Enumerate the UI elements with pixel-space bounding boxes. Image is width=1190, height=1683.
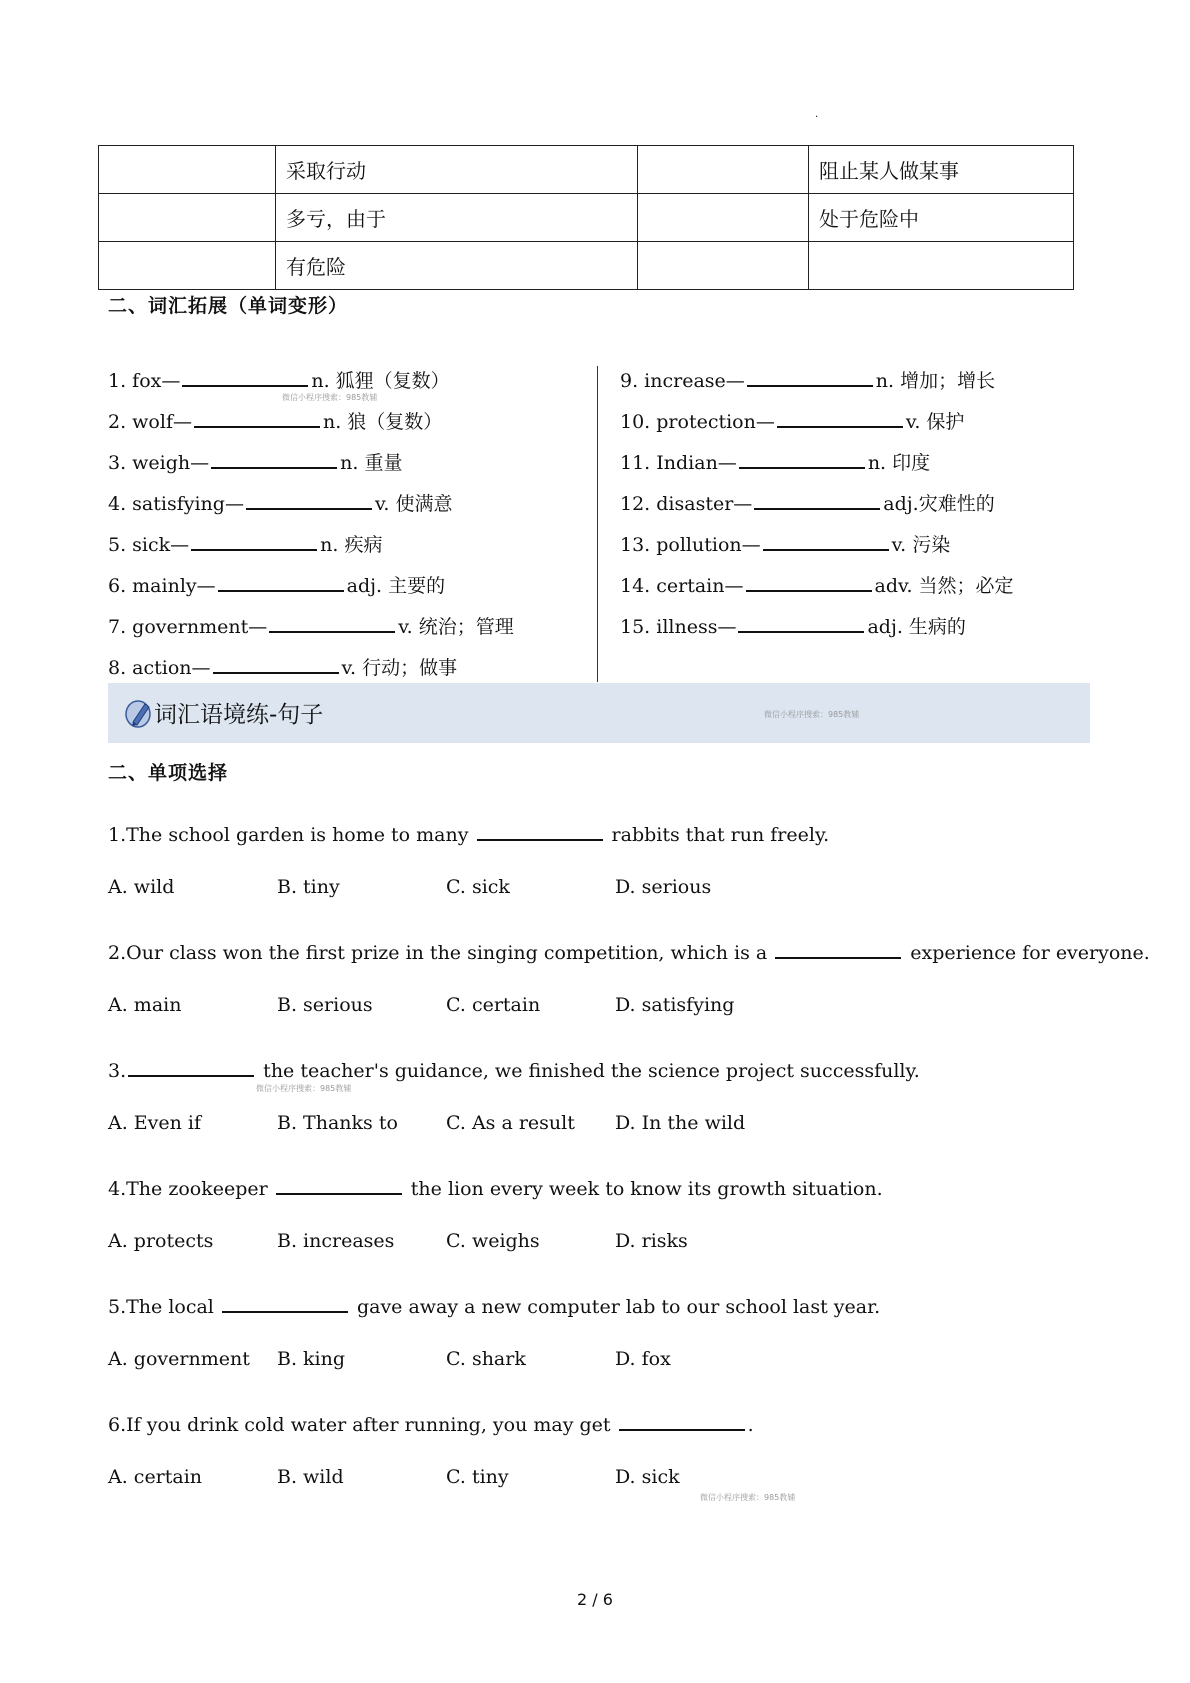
option-d[interactable]: D. sick <box>615 1466 680 1488</box>
answer-blank[interactable] <box>747 363 873 387</box>
answer-blank[interactable] <box>777 404 903 428</box>
table-cell <box>638 146 809 194</box>
answer-blank[interactable] <box>738 609 864 633</box>
table-row <box>99 194 1074 242</box>
word-form-item: 11. Indian— n. 印度 <box>620 445 1014 486</box>
question-2: 2.Our class won the first prize in the singing competition, which is a experience for everyone. <box>108 935 1150 964</box>
word-form-item: 7. government— v. 统治；管理 <box>108 609 514 650</box>
word-form-item: 15. illness— adj. 生病的 <box>620 609 1014 650</box>
option-c[interactable]: C. certain <box>446 994 541 1016</box>
option-b[interactable]: B. wild <box>277 1466 344 1488</box>
option-c[interactable]: C. tiny <box>446 1466 509 1488</box>
option-a[interactable]: A. wild <box>108 876 175 898</box>
table-cell: 处于危险中 <box>809 194 1074 242</box>
option-b[interactable]: B. king <box>277 1348 346 1370</box>
word-forms-left-column <box>108 363 514 691</box>
option-c[interactable]: C. sick <box>446 876 510 898</box>
option-b[interactable]: B. Thanks to <box>277 1112 398 1134</box>
section-heading-single-choice: 二、单项选择 <box>108 762 229 784</box>
option-a[interactable]: A. certain <box>108 1466 203 1488</box>
answer-blank[interactable] <box>754 486 880 510</box>
question-5: 5.The local gave away a new computer lab to our school last year. <box>108 1289 880 1318</box>
answer-blank[interactable] <box>775 935 901 959</box>
option-d[interactable]: D. risks <box>615 1230 688 1252</box>
table-cell: 有危险 <box>276 242 638 290</box>
answer-blank[interactable] <box>191 527 317 551</box>
word-forms-right-column <box>620 363 1014 650</box>
table-cell: 多亏，由于 <box>276 194 638 242</box>
table-cell <box>99 194 276 242</box>
answer-blank[interactable] <box>182 363 308 387</box>
watermark-text: 微信小程序搜索：985教辅 <box>256 1084 352 1093</box>
option-b[interactable]: B. serious <box>277 994 373 1016</box>
table-cell <box>99 146 276 194</box>
section-banner <box>108 683 1090 743</box>
dot-mark: · <box>815 112 819 123</box>
watermark-text: 微信小程序搜索：985教辅 <box>282 393 378 402</box>
vocab-table <box>98 145 1074 290</box>
page-number: 2 / 6 <box>577 1590 613 1609</box>
word-form-item: 3. weigh— n. 重量 <box>108 445 514 486</box>
question-4: 4.The zookeeper the lion every week to know its growth situation. <box>108 1171 883 1200</box>
section-heading-word-forms: 二、词汇拓展（单词变形） <box>108 295 349 317</box>
word-form-item: 1. fox— n. 狐狸（复数） <box>108 363 514 404</box>
word-form-item: 4. satisfying— v. 使满意 <box>108 486 514 527</box>
table-cell <box>638 242 809 290</box>
option-c[interactable]: C. weighs <box>446 1230 540 1252</box>
answer-blank[interactable] <box>763 527 889 551</box>
word-form-item: 2. wolf— n. 狼（复数） <box>108 404 514 445</box>
answer-blank[interactable] <box>619 1407 745 1431</box>
option-d[interactable]: D. fox <box>615 1348 671 1370</box>
question-1: 1.The school garden is home to many rabbits that run freely. <box>108 817 829 846</box>
table-cell: 采取行动 <box>276 146 638 194</box>
watermark-text: 微信小程序搜索：985教辅 <box>700 1493 796 1502</box>
banner-title: 词汇语境练-句子 <box>154 702 324 728</box>
word-form-item: 5. sick— n. 疾病 <box>108 527 514 568</box>
word-form-item: 10. protection— v. 保护 <box>620 404 1014 445</box>
option-b[interactable]: B. tiny <box>277 876 340 898</box>
answer-blank[interactable] <box>246 486 372 510</box>
option-d[interactable]: D. satisfying <box>615 994 735 1016</box>
word-form-item: 9. increase— n. 增加；增长 <box>620 363 1014 404</box>
word-form-item: 14. certain— adv. 当然；必定 <box>620 568 1014 609</box>
option-c[interactable]: C. shark <box>446 1348 526 1370</box>
table-cell <box>638 194 809 242</box>
option-a[interactable]: A. main <box>108 994 182 1016</box>
table-cell: 阻止某人做某事 <box>809 146 1074 194</box>
word-form-item: 12. disaster— adj.灾难性的 <box>620 486 1014 527</box>
answer-blank[interactable] <box>222 1289 348 1313</box>
option-d[interactable]: D. In the wild <box>615 1112 746 1134</box>
answer-blank[interactable] <box>213 650 339 674</box>
answer-blank[interactable] <box>746 568 872 592</box>
answer-blank[interactable] <box>128 1053 254 1077</box>
question-6: 6.If you drink cold water after running, you may get . <box>108 1407 754 1436</box>
table-row <box>99 242 1074 290</box>
answer-blank[interactable] <box>276 1171 402 1195</box>
option-c[interactable]: C. As a result <box>446 1112 575 1134</box>
column-divider <box>597 366 598 682</box>
option-a[interactable]: A. government <box>108 1348 250 1370</box>
answer-blank[interactable] <box>477 817 603 841</box>
option-a[interactable]: A. protects <box>108 1230 214 1252</box>
table-row <box>99 146 1074 194</box>
answer-blank[interactable] <box>269 609 395 633</box>
table-cell <box>809 242 1074 290</box>
answer-blank[interactable] <box>218 568 344 592</box>
question-3: 3. the teacher's guidance, we finished the science project successfully. <box>108 1053 920 1082</box>
option-d[interactable]: D. serious <box>615 876 712 898</box>
word-form-item: 6. mainly— adj. 主要的 <box>108 568 514 609</box>
pencil-icon <box>124 697 154 729</box>
option-b[interactable]: B. increases <box>277 1230 395 1252</box>
option-a[interactable]: A. Even if <box>108 1112 202 1134</box>
word-form-item: 13. pollution— v. 污染 <box>620 527 1014 568</box>
answer-blank[interactable] <box>211 445 337 469</box>
table-cell <box>99 242 276 290</box>
answer-blank[interactable] <box>194 404 320 428</box>
answer-blank[interactable] <box>739 445 865 469</box>
word-form-item: 8. action— v. 行动；做事 <box>108 650 514 691</box>
watermark-text: 微信小程序搜索：985教辅 <box>764 710 860 719</box>
